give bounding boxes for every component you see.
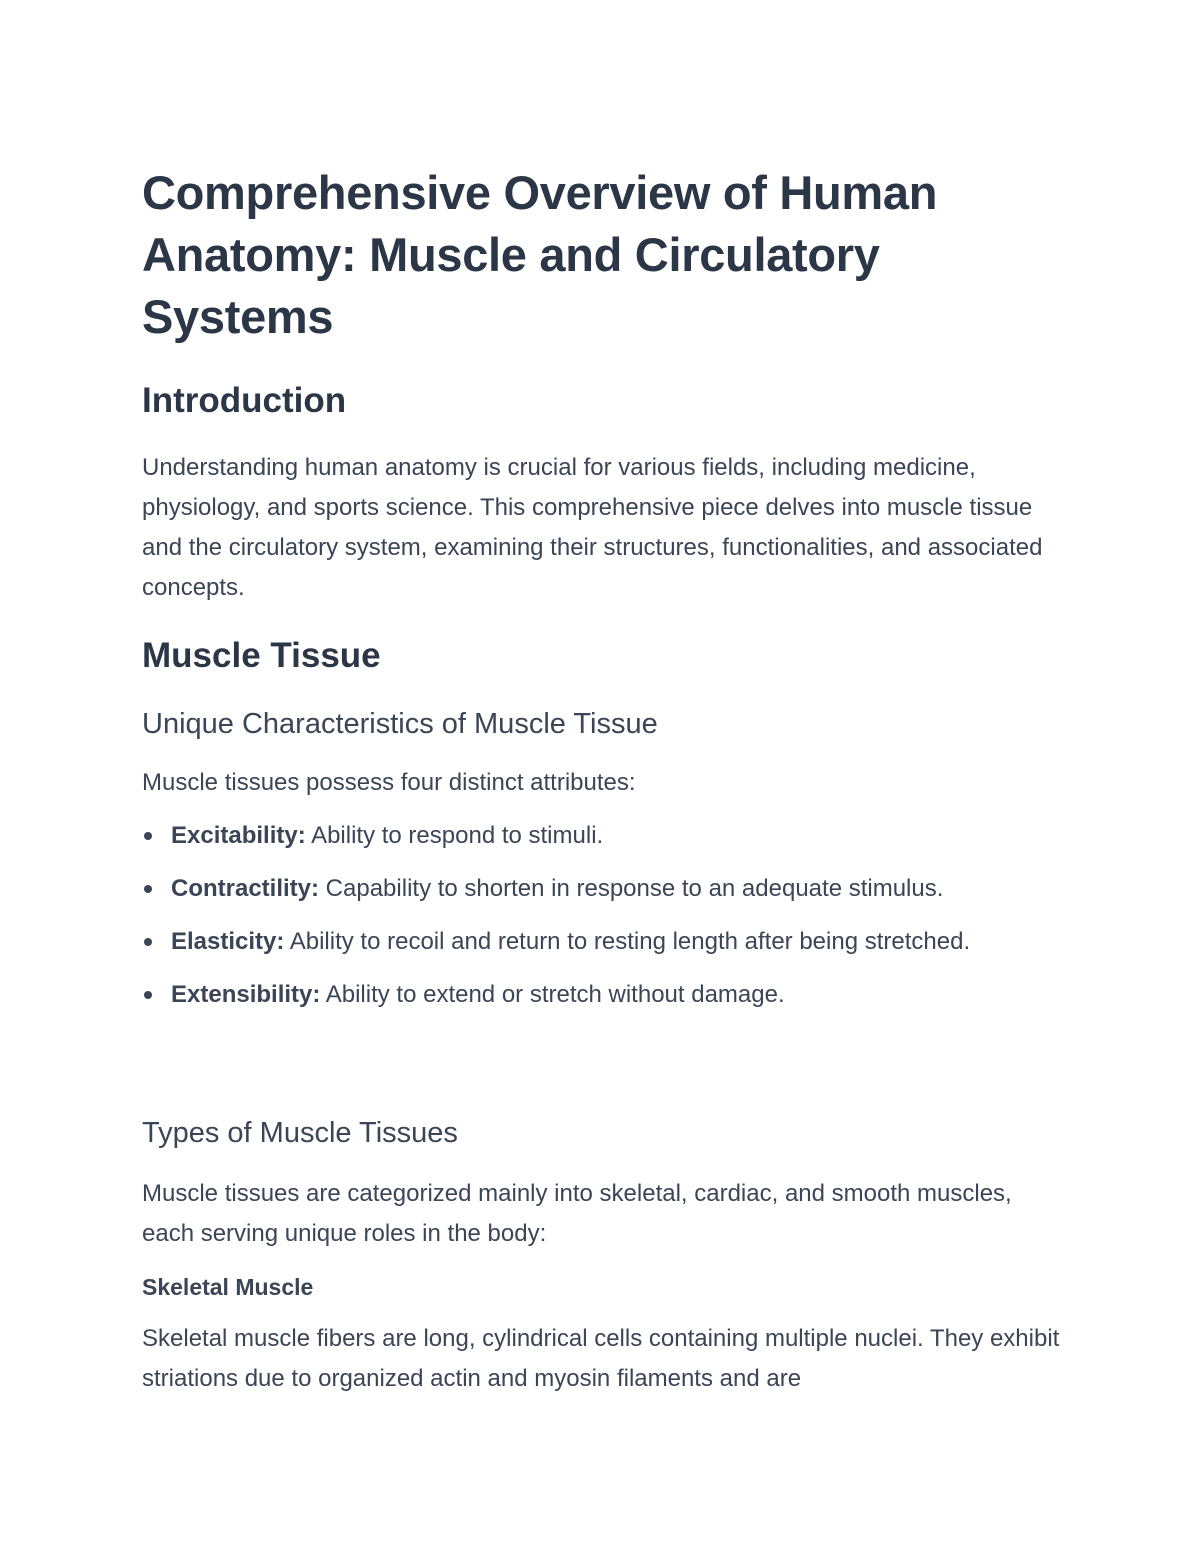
attribute-term: Extensibility: bbox=[171, 981, 321, 1008]
introduction-paragraph: Understanding human anatomy is crucial for various fields, including medicine, physiology, and sports science. This comprehensive piece delves into muscle tissue and the circulatory system, examining their structures, functionalities, and associated concepts. bbox=[142, 454, 1043, 601]
muscle-tissue-heading: Muscle Tissue bbox=[142, 636, 381, 675]
bullet-icon bbox=[144, 885, 152, 893]
attribute-term: Elasticity: bbox=[171, 928, 285, 955]
document-title: Comprehensive Overview of Human Anatomy: Muscle and Circulatory Systems bbox=[142, 166, 938, 343]
bullet-icon bbox=[144, 832, 152, 840]
attribute-description: Ability to extend or stretch without damage. bbox=[320, 981, 785, 1008]
list-item bbox=[142, 869, 1042, 909]
attribute-description: Ability to respond to stimuli. bbox=[305, 822, 604, 849]
types-heading: Types of Muscle Tissues bbox=[142, 1117, 458, 1149]
attribute-term: Contractility: bbox=[171, 875, 320, 902]
attribute-term: Excitability: bbox=[171, 822, 306, 849]
attributes-list bbox=[142, 816, 1042, 1028]
list-item bbox=[142, 816, 1042, 856]
characteristics-intro: Muscle tissues possess four distinct attributes: bbox=[142, 769, 636, 796]
bullet-icon bbox=[144, 938, 152, 946]
list-item bbox=[142, 922, 1042, 962]
introduction-heading: Introduction bbox=[142, 381, 347, 420]
skeletal-muscle-heading: Skeletal Muscle bbox=[142, 1274, 314, 1300]
attribute-description: Capability to shorten in response to an adequate stimulus. bbox=[319, 875, 944, 902]
list-item bbox=[142, 975, 1042, 1015]
bullet-icon bbox=[144, 991, 152, 999]
types-intro: Muscle tissues are categorized mainly into skeletal, cardiac, and smooth muscles, each serving unique roles in the body: bbox=[142, 1180, 1012, 1247]
characteristics-heading: Unique Characteristics of Muscle Tissue bbox=[142, 708, 658, 740]
attribute-description: Ability to recoil and return to resting length after being stretched. bbox=[284, 928, 971, 955]
skeletal-muscle-paragraph: Skeletal muscle fibers are long, cylindrical cells containing multiple nuclei. They exhibit striations due to organized actin and myosin filaments and are bbox=[142, 1325, 1060, 1392]
